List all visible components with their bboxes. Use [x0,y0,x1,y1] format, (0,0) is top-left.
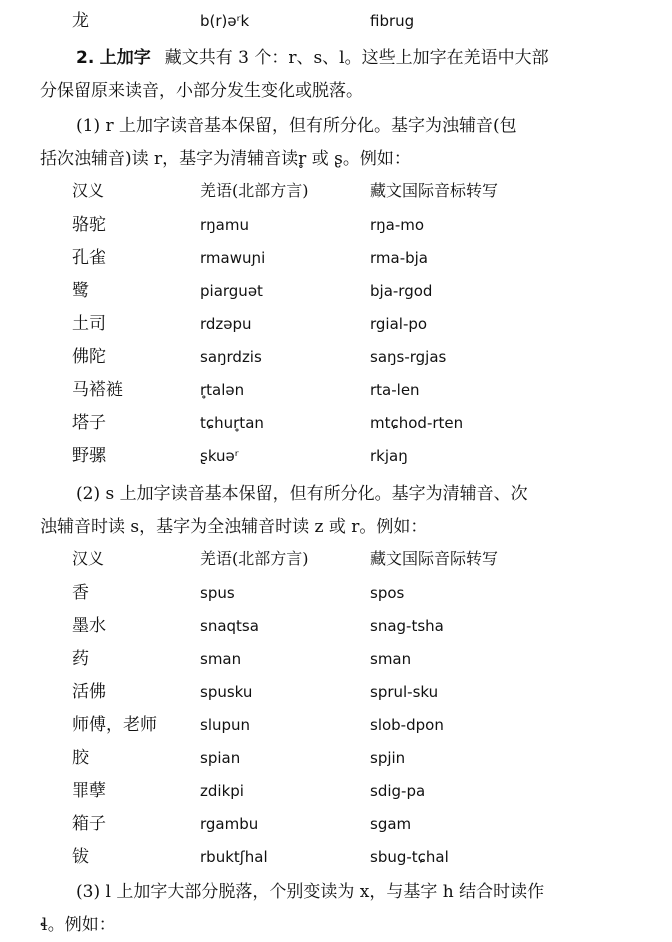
table-row [0,842,672,872]
header-tibetan: 藏文国际音标转写 [370,181,499,200]
hanyi-cell: 师傅，老师 [72,715,157,735]
hanyi-cell: 胶 [72,748,89,768]
table-row [0,243,672,273]
hanyi-cell: 野骡 [72,446,106,466]
tibetan-cell: sbug-tɕhal [370,848,449,866]
tibetan-cell: sprul-sku [370,683,439,701]
tibetan-cell: sgam [370,815,412,833]
tibetan-cell: spos [370,584,405,602]
paragraph-l [40,876,640,937]
hanyi-cell: 马褡裢 [72,380,123,400]
header-hanyi: 汉义 [72,181,105,200]
hanyi-cell: 罪孽 [72,781,106,801]
tibetan-cell: rŋa-mo [370,216,425,234]
qiang-cell: sman [200,650,242,668]
section-heading: 上加字 [99,48,151,68]
tibetan-cell: sdig-pa [370,782,426,800]
hanyi-cell: 药 [72,649,89,669]
paragraph-l-line-2: ɬ。例如： [40,915,116,935]
qiang-cell: rgambu [200,815,259,833]
paragraph-l-line-1: (3) l 上加字大部分脱落，个别变读为 x，与基字 h 结合时读作 [76,882,545,902]
hanyi-cell: 骆驼 [72,215,106,235]
qiang-cell: snaqtsa [200,617,259,635]
qiang-cell: rmawuɲi [200,249,266,267]
table-row [0,644,672,674]
table-row [0,408,672,438]
tibetan-cell: rta-len [370,381,420,399]
paragraph-r [40,110,640,176]
hanyi-cell: 土司 [72,314,106,334]
hanyi-cell: 墨水 [72,616,106,636]
tibetan-cell: mtɕhod-rten [370,414,464,432]
table-row [0,342,672,372]
tibetan-cell: spjin [370,749,406,767]
table-row [0,441,672,471]
qiang-cell: spus [200,584,235,602]
hanyi-cell: 佛陀 [72,347,106,367]
table-row [0,210,672,240]
tibetan-cell: saŋs-rgjas [370,348,447,366]
section-2-line-1 [40,42,640,75]
example-row-top [0,6,672,36]
table-row [0,276,672,306]
table-row [0,611,672,641]
hanyi-cell: 箱子 [72,814,106,834]
tibetan-cell: sman [370,650,412,668]
section-number: 2. [76,48,95,68]
hanyi-cell: 孔雀 [72,248,106,268]
tibetan-cell: rkjaŋ [370,447,408,465]
qiang-cell: rdzəpu [200,315,252,333]
qiang-cell: spian [200,749,241,767]
header-qiang: 羌语(北部方言) [200,549,309,568]
qiang-cell: spusku [200,683,253,701]
table-row [0,743,672,773]
paragraph-s-line-2: 浊辅音时读 s，基字为全浊辅音时读 z 或 r。例如： [40,517,428,537]
qiang-cell: rŋamu [200,216,249,234]
hanyi-cell: 钹 [72,847,89,867]
qiang-cell: slupun [200,716,251,734]
qiang-cell: piarguət [200,282,263,300]
table-s-header [0,544,672,574]
hanyi-cell: 鹭 [72,281,89,301]
paragraph-s-line-1: (2) s 上加字读音基本保留，但有所分化。基字为清辅音、次 [76,484,528,504]
section-2-text-1: 藏文共有 3 个：r、s、l。这些上加字在羌语中大部 [164,48,549,68]
table-row [0,309,672,339]
table-row [0,677,672,707]
header-tibetan: 藏文国际音际转写 [370,549,499,568]
table-row [0,809,672,839]
paragraph-r-line-1: (1) r 上加字读音基本保留，但有所分化。基字为浊辅音(包 [76,116,517,136]
qiang-cell: r̥talən [200,381,245,399]
tibetan-cell: bja-rgod [370,282,433,300]
table-r-header [0,176,672,206]
hanyi-cell: 活佛 [72,682,106,702]
table-row [0,776,672,806]
hanyi-cell: 香 [72,583,89,603]
paragraph-s [40,478,640,544]
qiang-cell: rbuktʃhal [200,848,268,866]
tibetan-cell: rma-bja [370,249,429,267]
qiang-cell: b(r)əʳk [200,12,250,30]
qiang-cell: zdikpi [200,782,244,800]
tibetan-cell: snag-tsha [370,617,444,635]
header-qiang: 羌语(北部方言) [200,181,309,200]
qiang-cell: ʂkuəʳ [200,447,239,465]
hanyi-cell: 塔子 [72,413,106,433]
table-row [0,578,672,608]
tibetan-cell: rgial-po [370,315,428,333]
section-2-line-2: 分保留原来读音，小部分发生变化或脱落。 [40,81,363,101]
paragraph-r-line-2: 括次浊辅音)读 r，基字为清辅音读r̥ 或 ʂ。例如： [40,149,411,169]
section-2-paragraph [40,42,640,108]
header-hanyi: 汉义 [72,549,105,568]
tibetan-cell: slob-dpon [370,716,444,734]
tibetan-cell: fibrug [370,12,415,30]
qiang-cell: saŋrdzis [200,348,262,366]
table-row [0,710,672,740]
qiang-cell: tɕhur̥tan [200,414,264,432]
hanyi-cell: 龙 [72,11,89,31]
table-row [0,375,672,405]
